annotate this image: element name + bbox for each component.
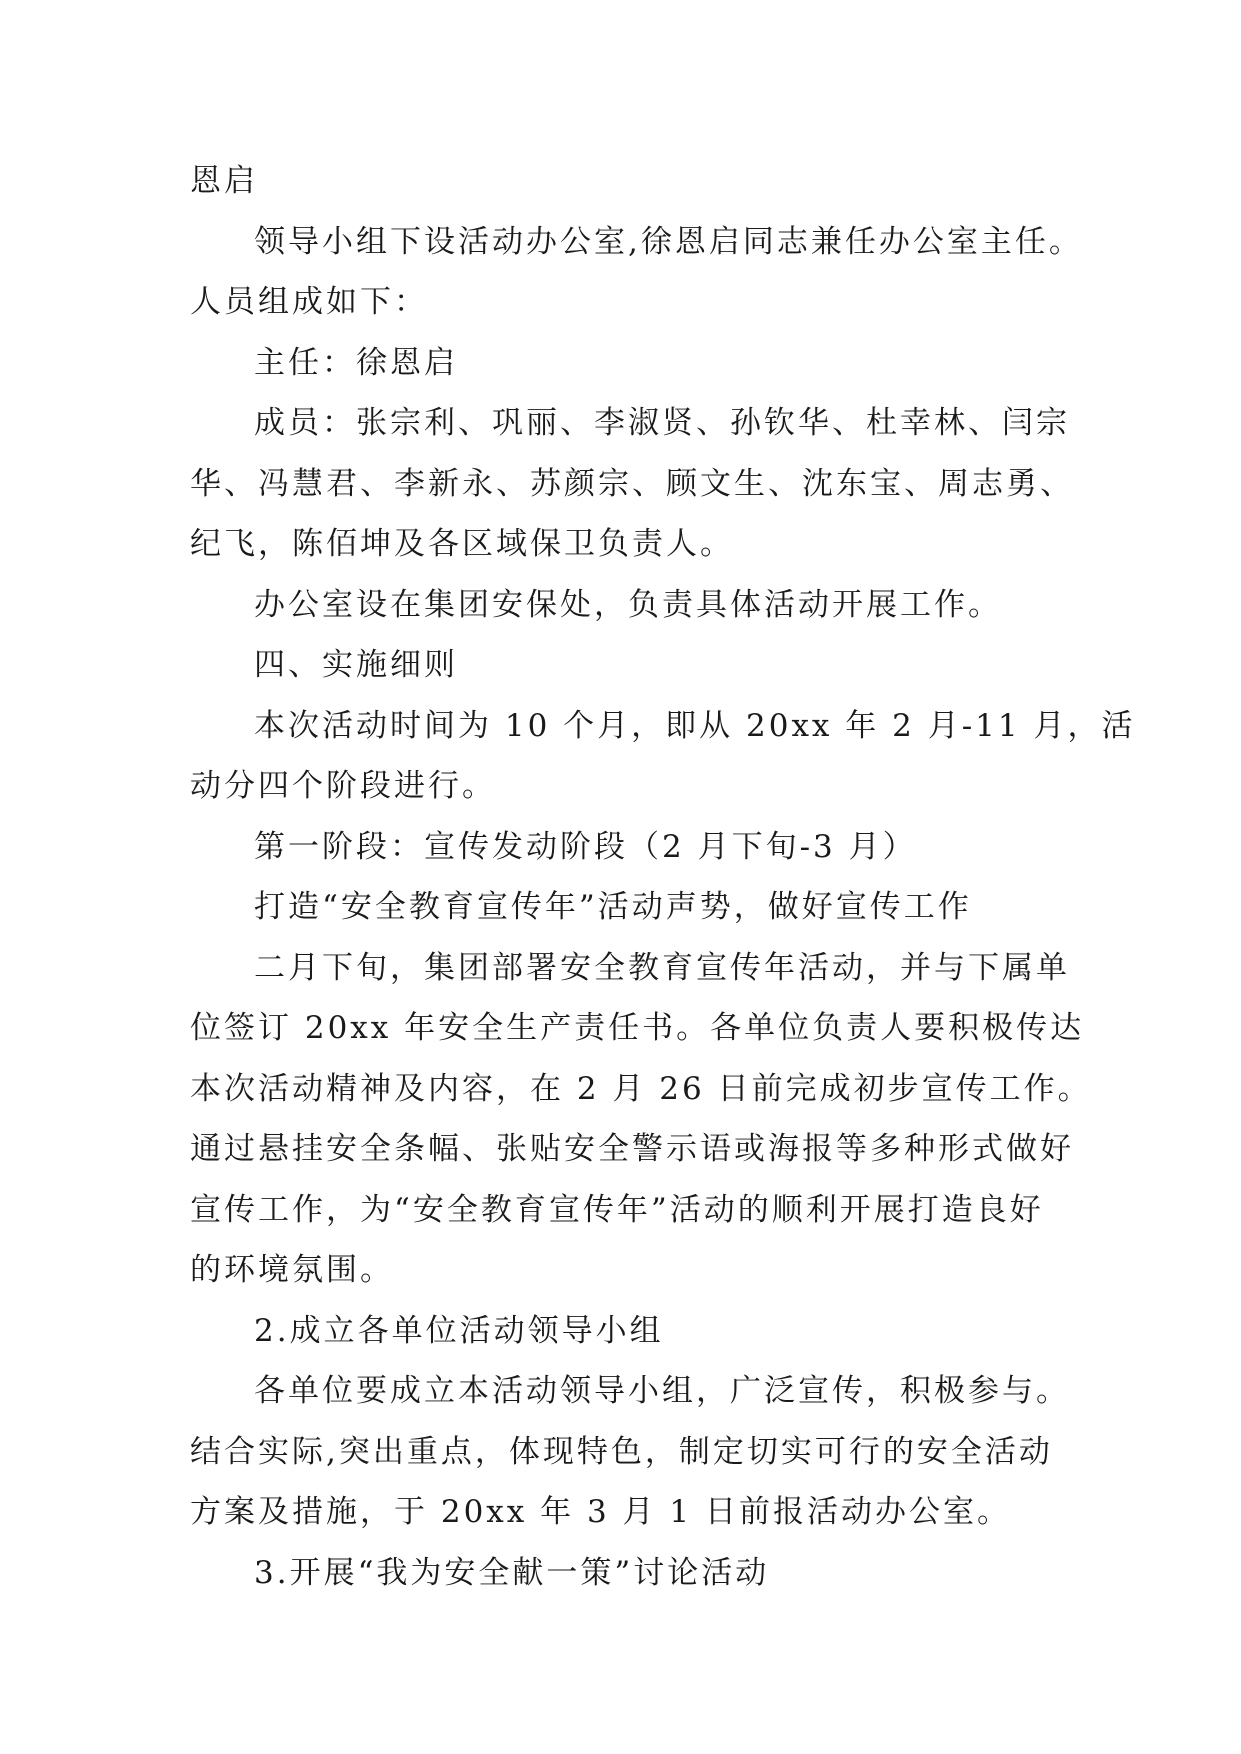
item-heading: 2.成立各单位活动领导小组: [254, 1312, 664, 1349]
text-line: 人员组成如下：: [190, 284, 428, 320]
text-line: 纪飞，陈佰坤及各区域保卫负责人。: [190, 526, 734, 562]
text-line: 方案及措施，于 20xx 年 3 月 1 日前报活动办公室。: [190, 1494, 1011, 1530]
text-line: 的环境氛围。: [190, 1252, 394, 1288]
stage-heading: 第一阶段：宣传发动阶段（2 月下旬-3 月）: [254, 828, 917, 865]
text-line: 领导小组下设活动办公室,徐恩启同志兼任办公室主任。: [254, 223, 1083, 260]
text-line: 本次活动精神及内容，在 2 月 26 日前完成初步宣传工作。: [190, 1070, 1092, 1107]
text-line: 各单位要成立本活动领导小组，广泛宣传，积极参与。: [254, 1373, 1070, 1409]
text-line: 通过悬挂安全条幅、张贴安全警示语或海报等多种形式做好: [190, 1131, 1074, 1167]
text-line: 本次活动时间为 10 个月，即从 20xx 年 2 月-11 月，活: [254, 707, 1136, 744]
text-line: 结合实际,突出重点，体现特色，制定切实可行的安全活动: [190, 1433, 1053, 1470]
text-line: 办公室设在集团安保处，负责具体活动开展工作。: [254, 586, 1002, 623]
text-line: 二月下旬，集团部署安全教育宣传年活动，并与下属单: [254, 949, 1070, 986]
text-line: 宣传工作，为“安全教育宣传年”活动的顺利开展打造良好: [190, 1191, 1044, 1228]
document-body: [190, 151, 1136, 1603]
text-line: 打造“安全教育宣传年”活动声势，做好宣传工作: [254, 889, 972, 925]
text-line: 恩启: [190, 163, 258, 199]
text-line: 动分四个阶段进行。: [190, 768, 496, 804]
text-line: 主任：徐恩启: [254, 344, 458, 381]
text-line: 华、冯慧君、李新永、苏颜宗、顾文生、沈东宝、周志勇、: [190, 465, 1074, 502]
section-heading: 四、实施细则: [254, 647, 458, 683]
item-heading: 3.开展“我为安全献一策”讨论活动: [254, 1554, 770, 1591]
text-line: 位签订 20xx 年安全生产责任书。各单位负责人要积极传达: [190, 1010, 1085, 1046]
text-line: 成员：张宗利、巩丽、李淑贤、孙钦华、杜幸林、闫宗: [254, 405, 1070, 441]
